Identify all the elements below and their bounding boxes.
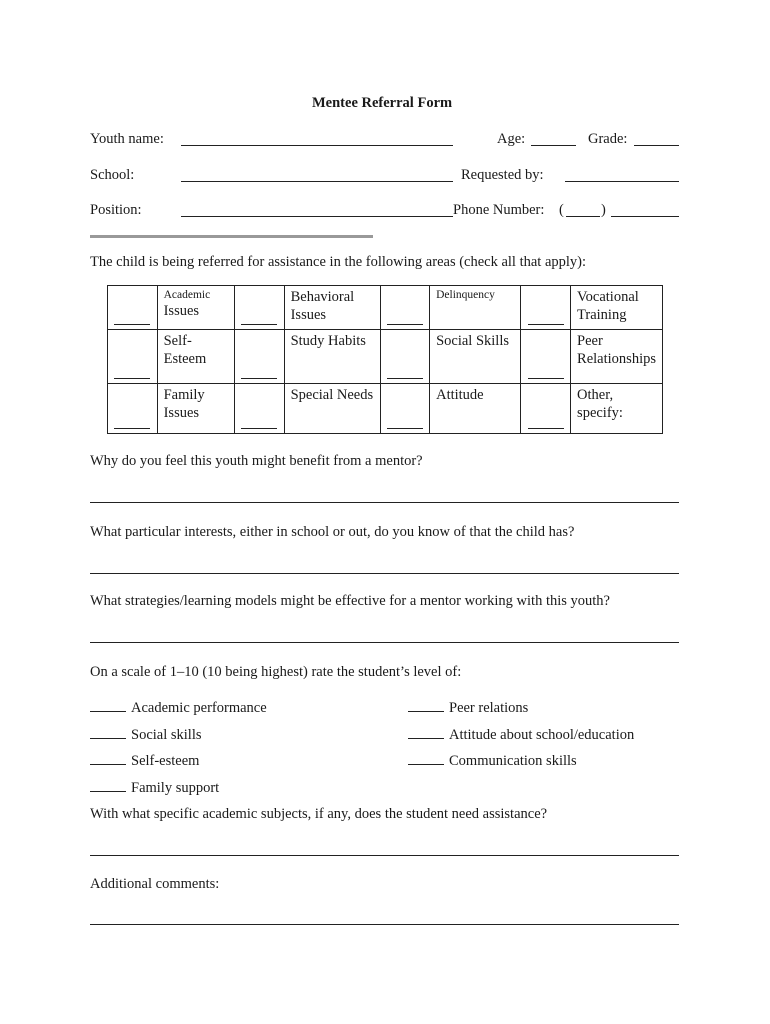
position-field[interactable] (181, 216, 453, 217)
question-subjects: With what specific academic subjects, if any, does the student need assistance? (90, 806, 548, 822)
rating-blank[interactable] (408, 699, 444, 712)
area-label: Issues (163, 303, 200, 319)
areas-intro: The child is being referred for assistance in the following areas (check all that apply): (90, 254, 587, 270)
rating-label: Peer relations (449, 700, 529, 716)
requested-by-field[interactable] (565, 181, 679, 182)
area-checkbox[interactable] (235, 330, 285, 384)
area-label: Social Skills (436, 333, 510, 349)
question-strategies: What strategies/learning models might be effective for a mentor working with this youth? (90, 593, 610, 609)
position-label: Position: (90, 202, 142, 218)
area-cell (430, 384, 521, 434)
area-checkbox[interactable] (108, 286, 158, 330)
area-label: Peer Relationships (577, 333, 656, 367)
area-cell (571, 286, 663, 330)
rating-item (90, 779, 219, 797)
requested-by-label: Requested by: (461, 167, 544, 183)
area-checkbox[interactable] (521, 384, 571, 434)
rating-label: Academic performance (131, 700, 267, 716)
age-label: Age: (497, 131, 526, 147)
answer-line-comments[interactable] (90, 924, 679, 925)
area-cell (157, 286, 234, 330)
area-checkbox[interactable] (235, 384, 285, 434)
youth-name-field[interactable] (181, 145, 453, 146)
rating-blank[interactable] (90, 699, 126, 712)
rating-blank[interactable] (90, 726, 126, 739)
rating-label: Communication skills (449, 753, 577, 769)
area-cell (430, 330, 521, 384)
answer-line-interests[interactable] (90, 573, 679, 574)
area-label: Attitude (436, 387, 484, 403)
table-row (108, 384, 663, 434)
area-cell (157, 384, 234, 434)
areas-table (107, 285, 663, 434)
grade-field[interactable] (634, 145, 679, 146)
table-row (108, 286, 663, 330)
area-cell (157, 330, 234, 384)
answer-line-subjects[interactable] (90, 855, 679, 856)
school-label: School: (90, 167, 135, 183)
section-divider (90, 235, 373, 238)
rating-item (408, 699, 528, 717)
phone-label: Phone Number: (453, 202, 545, 218)
rating-label: Attitude about school/education (449, 727, 635, 743)
grade-label: Grade: (588, 131, 628, 147)
area-cell (284, 330, 380, 384)
area-cell (571, 384, 663, 434)
rating-label: Self-esteem (131, 753, 200, 769)
area-small-label: Delinquency (436, 289, 495, 301)
area-checkbox[interactable] (108, 330, 158, 384)
area-label: Behavioral Issues (290, 289, 355, 323)
rating-item (90, 699, 267, 717)
scale-intro: On a scale of 1–10 (10 being highest) rate the student’s level of: (90, 664, 462, 680)
area-label: Special Needs (290, 387, 374, 403)
area-label: Family Issues (163, 387, 205, 421)
rating-label: Family support (131, 780, 220, 796)
area-cell (284, 384, 380, 434)
rating-item (408, 726, 634, 744)
phone-number-field[interactable] (611, 216, 679, 217)
rating-label: Social skills (131, 727, 202, 743)
area-cell (571, 330, 663, 384)
area-label: Vocational Training (577, 289, 639, 323)
rating-item (90, 726, 202, 744)
phone-close-paren: ) (601, 202, 606, 218)
rating-blank[interactable] (408, 752, 444, 765)
area-checkbox[interactable] (521, 286, 571, 330)
area-label: Self-Esteem (163, 333, 207, 367)
youth-name-label: Youth name: (90, 131, 164, 147)
area-cell (284, 286, 380, 330)
area-checkbox[interactable] (380, 330, 430, 384)
rating-item (408, 752, 577, 770)
area-checkbox[interactable] (380, 384, 430, 434)
additional-comments-label: Additional comments: (90, 876, 220, 892)
area-cell (430, 286, 521, 330)
question-mentor-benefit: Why do you feel this youth might benefit from a mentor? (90, 453, 423, 469)
answer-line-mentor-benefit[interactable] (90, 502, 679, 503)
rating-item (90, 752, 199, 770)
table-row (108, 330, 663, 384)
rating-blank[interactable] (90, 779, 126, 792)
area-checkbox[interactable] (521, 330, 571, 384)
answer-line-strategies[interactable] (90, 642, 679, 643)
form-title: Mentee Referral Form (312, 95, 453, 111)
area-small-label: Academic (163, 289, 211, 301)
area-checkbox[interactable] (380, 286, 430, 330)
area-label: Study Habits (290, 333, 366, 349)
rating-blank[interactable] (90, 752, 126, 765)
school-field[interactable] (181, 181, 453, 182)
area-checkbox[interactable] (235, 286, 285, 330)
area-code-field[interactable] (566, 216, 600, 217)
rating-blank[interactable] (408, 726, 444, 739)
area-checkbox[interactable] (108, 384, 158, 434)
question-interests: What particular interests, either in school or out, do you know of that the child has? (90, 524, 575, 540)
phone-open-paren: ( (559, 202, 564, 218)
area-label: Other, specify: (577, 387, 623, 421)
age-field[interactable] (531, 145, 576, 146)
